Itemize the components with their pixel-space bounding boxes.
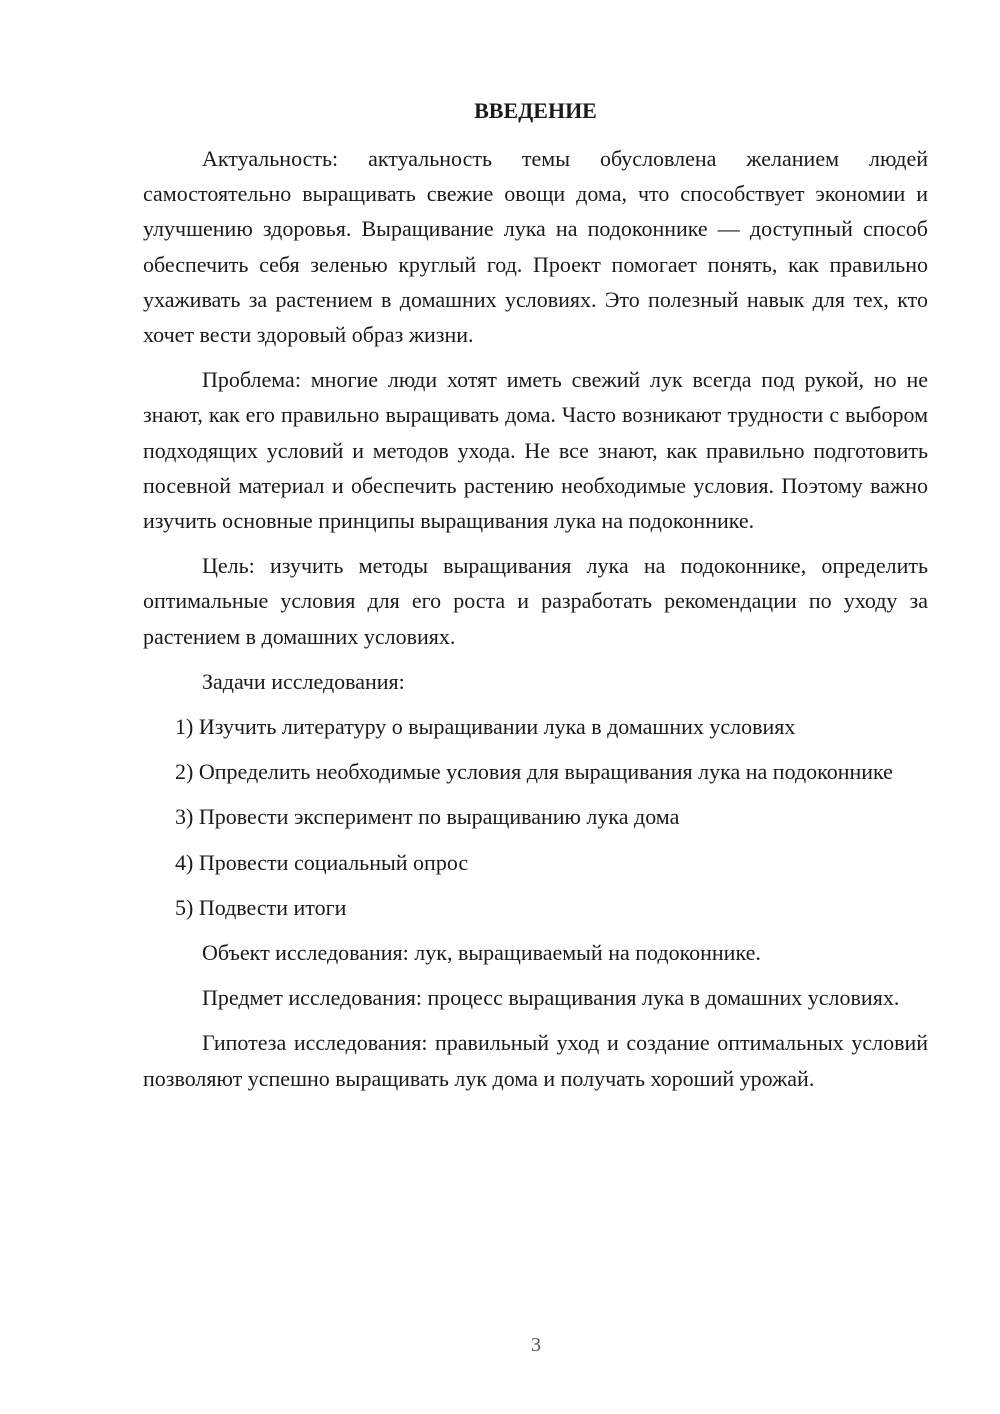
paragraph-relevance: Актуальность: актуальность темы обусловлена желанием людей самостоятельно выращивать свежие овощи дома, что способствует экономии и улучшению здоровья. Выращивание лука на подоконнике — доступный способ обеспечить себя зеленью круглый год. Проект помогает понять, как правильно ухаживать за растением в домашних условиях. Это полезный навык для тех, кто хочет вести здоровый образ жизни. (143, 146, 928, 348)
task-item-5: 5) Подвести итоги (175, 894, 347, 920)
paragraph-object: Объект исследования: лук, выращиваемый на подоконнике. (202, 940, 761, 966)
paragraph-hypothesis: Гипотеза исследования: правильный уход и создание оптимальных условий позволяют успешно выращивать лук дома и получать хороший урожай. (143, 1030, 928, 1091)
task-item-4: 4) Провести социальный опрос (175, 849, 469, 875)
paragraph-subject: Предмет исследования: процесс выращивания лука в домашних условиях. (202, 985, 900, 1011)
paragraph-problem: Проблема: многие люди хотят иметь свежий лук всегда под рукой, но не знают, как его правильно выращивать дома. Часто возникают трудности с выбором подходящих условий и методов ухода. Не все знают, как правильно подготовить посевной материал и обеспечить растению необходимые условия. Поэтому важно изучить основные принципы выращивания лука на подоконнике. (143, 367, 928, 534)
tasks-heading: Задачи исследования: (202, 668, 405, 694)
page-title: ВВЕДЕНИЕ (474, 98, 597, 123)
task-item-2: 2) Определить необходимые условия для выращивания лука на подоконнике (175, 759, 893, 785)
task-item-1: 1) Изучить литературу о выращивании лука в домашних условиях (175, 714, 796, 740)
paragraph-goal: Цель: изучить методы выращивания лука на подоконнике, определить оптимальные условия для его роста и разработать рекомендации по уходу за растением в домашних условиях. (143, 553, 928, 649)
task-item-3: 3) Провести эксперимент по выращиванию лука дома (175, 804, 680, 830)
document-page (143, 95, 928, 1106)
page-number: 3 (531, 1334, 541, 1356)
